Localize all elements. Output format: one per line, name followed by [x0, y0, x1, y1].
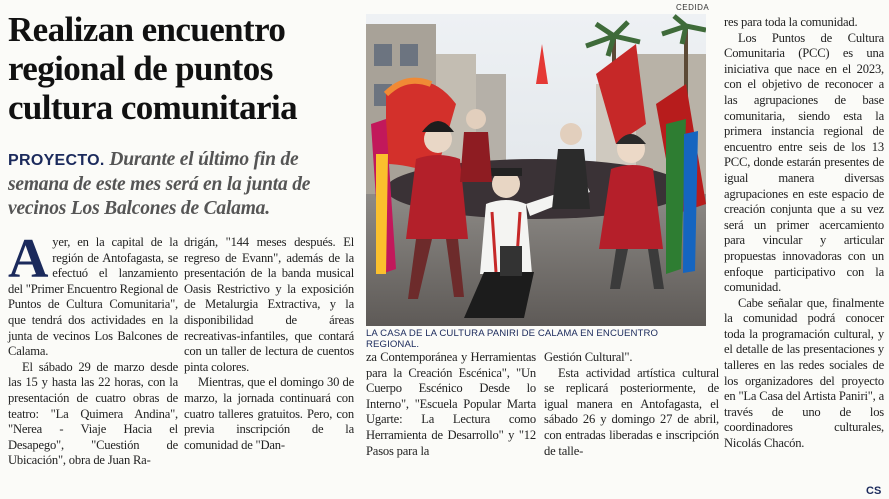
body-paragraph: Gestión Cultural".	[544, 350, 633, 364]
body-paragraph	[8, 228, 178, 360]
drop-cap: A	[8, 228, 49, 290]
photo-caption: LA CASA DE LA CULTURA PANIRI DE CALAMA EN ENCUENTRO REGIONAL.	[366, 328, 659, 350]
body-paragraph: za Contemporánea y Herramientas para la Creación Escénica", "Un Cuerpo Escénico Desde lo Interno", "Escuela Popular Marta Ugarte: La Lectura como Herramienta de Desarrollo" y "12 Pasos para la	[366, 350, 536, 458]
body-column-1	[8, 228, 178, 469]
body-column-3	[366, 350, 536, 459]
body-paragraph: res para toda la comunidad.	[724, 15, 858, 29]
author-signoff: CS	[866, 485, 882, 497]
body-column-5	[724, 15, 884, 452]
body-paragraph: drigán, "144 meses después. El regreso de Evann", además de la presentación de la banda musical Oasis Restrictivo y la exposición de Metalurgia Extractiva, y la disponibilidad de áreas recreativas-infantiles, que contará con un taller de lectura de cuentos pinta colores.	[184, 235, 354, 374]
body-column-4	[544, 350, 719, 459]
body-paragraph: Mientras, que el domingo 30 de marzo, la jornada continuará con cuatro talleres gratuitos. Pero, con previa inscripción de la comunidad de "Dan-	[184, 375, 354, 452]
body-column-2	[184, 235, 354, 453]
dek	[8, 148, 353, 221]
dek-kicker: PROYECTO.	[8, 152, 105, 169]
body-paragraph: Los Puntos de Cultura Comunitaria (PCC) es una iniciativa que nace en el 2023, con el objetivo de reconocer a las agrupaciones de base comunitaria, siendo esta la primera instancia regional de encuentro entre seis de los 13 PCC, donde estarán presentes de igual manera diversas agrupaciones en este espacio de creación conjunta que a su vez será un primer acercamiento para vincular y articular propuestas innovadoras con un enfoque participativo con la comunidad.	[724, 30, 884, 295]
parade-performers-image	[366, 14, 706, 326]
body-paragraph: El sábado 29 de marzo desde las 15 y hasta las 22 horas, con la presentación de cuatro obras de teatro: "La Quimera Andina", "Nerea - Viaje Hacia el Desapego", "Cuestión de Ubicación", obra de Juan Ra-	[8, 359, 178, 468]
photo-credit: CEDIDA	[676, 3, 710, 12]
body-paragraph: Cabe señalar que, finalmente la comunidad podrá conocer toda la programación cultural, y el detalle de las presentaciones y talleres en las redes sociales de los organizadores del proyecto en "La Casa del Artista Paniri", a través de uno de los coordinadores culturales, Nicolás Chacón.	[724, 295, 884, 451]
body-paragraph: Esta actividad artística cultural se replicará posteriormente, de igual manera en Antofagasta, el sábado 26 y domingo 27 de abril, con entradas liberadas e inscripción de talle-	[544, 365, 719, 458]
event-photo	[366, 14, 706, 326]
paragraph-text: yer, en la capital de la región de Antofagasta, se efectuó el lanzamiento del "Primer Encuentro Regional de Puntos de Cultura Comunitaria", que tendrá dos actividades en la junta de vecinos Los Balcones de Calama.	[8, 235, 178, 359]
headline: Realizan encuentro regional de puntos cultura comunitaria	[8, 10, 297, 127]
dek-text: Durante el último fin de semana de este mes será en la junta de vecinos Los Balcones de Calama.	[8, 149, 311, 219]
